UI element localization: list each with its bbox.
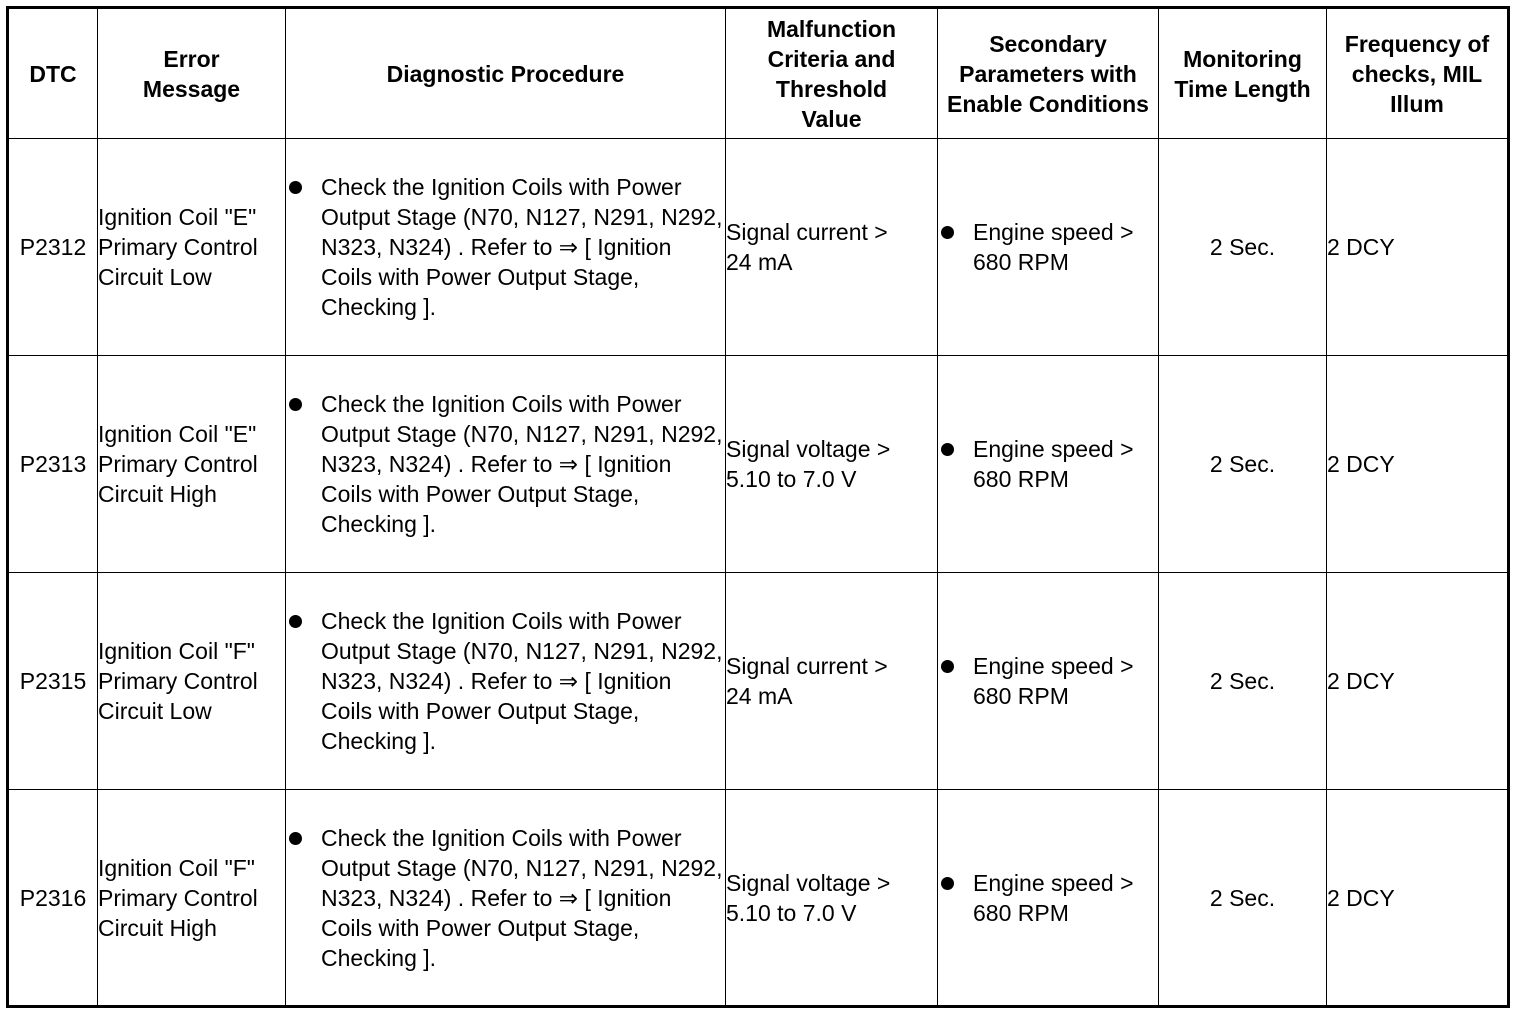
monitoring-time: 2 Sec.: [1159, 356, 1327, 573]
table-row: [8, 790, 1509, 1007]
frequency: 2 DCY: [1327, 139, 1509, 356]
bullet-icon: [289, 832, 302, 845]
bullet-icon: [941, 226, 954, 239]
bullet-icon: [941, 877, 954, 890]
header-malfunction-criteria: Malfunction Criteria and Threshold Value: [726, 8, 938, 139]
bullet-icon: [289, 615, 302, 628]
list-item: Engine speed > 680 RPM: [938, 651, 1158, 711]
secondary-parameters: [938, 356, 1159, 573]
header-error-message: Error Message: [98, 8, 286, 139]
list-item: Engine speed > 680 RPM: [938, 434, 1158, 494]
bullet-icon: [289, 398, 302, 411]
dtc-code: P2316: [8, 790, 98, 1007]
list-item: Check the Ignition Coils with Power Output Stage (N70, N127, N291, N292, N323, N324) . Refer to ⇒ [ Ignition Coils with Power Output Stage, Checking ].: [286, 606, 725, 756]
malfunction-criteria: Signal current > 24 mA: [726, 139, 938, 356]
table-row: [8, 139, 1509, 356]
list-item: Engine speed > 680 RPM: [938, 868, 1158, 928]
header-secondary-parameters: Secondary Parameters with Enable Conditions: [938, 8, 1159, 139]
malfunction-criteria: Signal voltage > 5.10 to 7.0 V: [726, 790, 938, 1007]
header-row: [8, 8, 1509, 139]
header-dtc: DTC: [8, 8, 98, 139]
dtc-code: P2312: [8, 139, 98, 356]
list-item: Check the Ignition Coils with Power Output Stage (N70, N127, N291, N292, N323, N324) . Refer to ⇒ [ Ignition Coils with Power Output Stage, Checking ].: [286, 389, 725, 539]
error-message: Ignition Coil "E" Primary Control Circuit Low: [98, 139, 286, 356]
malfunction-criteria: Signal voltage > 5.10 to 7.0 V: [726, 356, 938, 573]
list-item: Engine speed > 680 RPM: [938, 217, 1158, 277]
diagnostic-procedure: [286, 790, 726, 1007]
frequency: 2 DCY: [1327, 573, 1509, 790]
table-row: [8, 356, 1509, 573]
header-frequency: Frequency of checks, MIL Illum: [1327, 8, 1509, 139]
monitoring-time: 2 Sec.: [1159, 573, 1327, 790]
error-message: Ignition Coil "F" Primary Control Circuit High: [98, 790, 286, 1007]
error-message: Ignition Coil "F" Primary Control Circuit Low: [98, 573, 286, 790]
monitoring-time: 2 Sec.: [1159, 139, 1327, 356]
bullet-icon: [289, 181, 302, 194]
dtc-code: P2315: [8, 573, 98, 790]
dtc-code: P2313: [8, 356, 98, 573]
bullet-icon: [941, 443, 954, 456]
error-message: Ignition Coil "E" Primary Control Circuit High: [98, 356, 286, 573]
diagnostic-procedure: [286, 139, 726, 356]
secondary-parameters: [938, 790, 1159, 1007]
frequency: 2 DCY: [1327, 356, 1509, 573]
list-item: Check the Ignition Coils with Power Output Stage (N70, N127, N291, N292, N323, N324) . Refer to ⇒ [ Ignition Coils with Power Output Stage, Checking ].: [286, 172, 725, 322]
monitoring-time: 2 Sec.: [1159, 790, 1327, 1007]
frequency: 2 DCY: [1327, 790, 1509, 1007]
secondary-parameters: [938, 573, 1159, 790]
malfunction-criteria: Signal current > 24 mA: [726, 573, 938, 790]
diagnostic-procedure: [286, 356, 726, 573]
bullet-icon: [941, 660, 954, 673]
diagnostic-procedure: [286, 573, 726, 790]
secondary-parameters: [938, 139, 1159, 356]
list-item: Check the Ignition Coils with Power Output Stage (N70, N127, N291, N292, N323, N324) . Refer to ⇒ [ Ignition Coils with Power Output Stage, Checking ].: [286, 823, 725, 973]
header-diagnostic-procedure: Diagnostic Procedure: [286, 8, 726, 139]
table-row: [8, 573, 1509, 790]
dtc-table: [6, 6, 1510, 1008]
header-monitoring-time: Monitoring Time Length: [1159, 8, 1327, 139]
